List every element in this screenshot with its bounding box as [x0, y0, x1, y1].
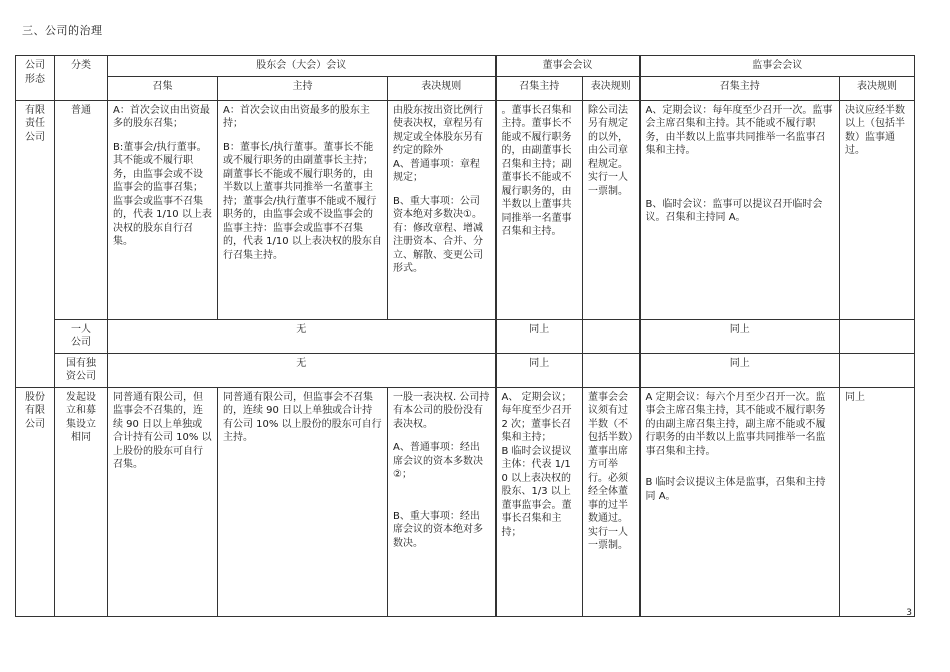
header-voting-rule: 表决规则 — [388, 76, 496, 100]
cell-single-category: 一人 公司 — [55, 319, 108, 353]
cell-llc-sh-preside: A：首次会议由出资最多的股东主持； B：董事长/执行董事。董事长不能或不履行职务的由副董事长主持；副董事长不能或不履行职务的，由半数以上董事共同推举一名董事主持；董事会/执行董事不能或不履行职务的，由监事会或不设监事会的监事主持：监事会或监事不召集的，代表 1/10 以上表决权的股东自行召集主持。 — [218, 100, 388, 319]
header-board-voting-rule: 表决规则 — [583, 76, 640, 100]
cell-llc-sh-convene: A：首次会议由出资最多的股东召集； B:董事会/执行董事。其不能或不履行职务，由监事会或不设监事会的监事召集；监事会或监事不召集的，代表 1/10 以上表决权的股东自行召集。 — [108, 100, 218, 319]
header-supervisor-meeting: 监事会会议 — [640, 56, 915, 77]
governance-table — [15, 55, 915, 617]
row-jsc — [16, 387, 915, 616]
header-board-meeting: 董事会会议 — [496, 56, 640, 77]
cell-llc-form: 有限 责任 公司 — [16, 100, 55, 387]
header-category: 分类 — [55, 56, 108, 101]
cell-llc-board-convene: 。董事长召集和主持。董事长不能或不履行职务的，由副董事长召集和主持；副董事长不能或不履行职务的，由半数以上董事共同推举一名董事召集和主持。 — [496, 100, 583, 319]
header-row-2 — [16, 76, 915, 100]
cell-single-board: 同上 — [496, 319, 583, 353]
cell-state-supervisor: 同上 — [640, 353, 840, 387]
header-row-1 — [16, 56, 915, 77]
cell-state-category: 国有独 资公司 — [55, 353, 108, 387]
header-sup-voting-rule: 表决规则 — [840, 76, 915, 100]
cell-jsc-sh-preside: 同普通有限公司，但监事会不召集的，连续 90 日以上单独或合计持有公司 10% 以上股份的股东可自行主持。 — [218, 387, 388, 616]
page-number: 3 — [906, 608, 912, 618]
cell-jsc-sh-voting: 一股一表决权. 公司持有本公司的股份没有表决权。 A、普通事项：经出席会议的资本多数决②； B、重大事项：经出席会议的资本绝对多数决。 — [388, 387, 496, 616]
cell-state-shareholder: 无 — [108, 353, 496, 387]
header-preside: 主持 — [218, 76, 388, 100]
cell-single-supervisor: 同上 — [640, 319, 840, 353]
header-company-form: 公司 形态 — [16, 56, 55, 101]
page-heading: 三、公司的治理 — [22, 24, 103, 37]
cell-llc-sh-voting: 由股东按出资比例行使表决权，章程另有规定或全体股东另有约定的除外 A、普通事项：章程规定； B、重大事项：公司资本绝对多数决①。有：修改章程、增减注册资本、合并、分立、解散、变更公司形式。 — [388, 100, 496, 319]
cell-llc-sup-convene: A、定期会议：每年度至少召开一次。监事会主席召集和主持。其不能或不履行职务，由半数以上监事共同推举一名监事召集和主持。 B、临时会议：监事可以提议召开临时会议。召集和主持同 A。 — [640, 100, 840, 319]
cell-jsc-sh-convene: 同普通有限公司，但监事会不召集的，连续 90 日以上单独或合计持有公司 10% 以上股份的股东可自行召集。 — [108, 387, 218, 616]
header-sup-convene-preside: 召集主持 — [640, 76, 840, 100]
cell-jsc-board-convene: A、 定期会议；每年度至少召开 2 次；董事长召集和主持； B 临时会议提议主体：代表 1/10 以上表决权的股东、1/3 以上董事监事会。董事长召集和主持； — [496, 387, 583, 616]
cell-jsc-sup-convene: A 定期会议：每六个月至少召开一次。监事会主席召集主持，其不能或不履行职务的由副主席召集主持，副主席不能或不履行职务的由半数以上监事共同推举一名监事召集和主持。 B 临时会议提议主体是监事，召集和主持同 A。 — [640, 387, 840, 616]
cell-jsc-form: 股份 有限 公司 — [16, 387, 55, 616]
cell-state-board: 同上 — [496, 353, 583, 387]
cell-jsc-sup-voting: 同上 — [840, 387, 915, 616]
row-llc-state — [16, 353, 915, 387]
row-llc-regular — [16, 100, 915, 319]
header-shareholder-meeting: 股东会（大会）会议 — [108, 56, 496, 77]
cell-state-board-empty — [583, 353, 640, 387]
cell-llc-board-voting: 除公司法另有规定的以外，由公司章程规定。实行一人一票制。 — [583, 100, 640, 319]
cell-single-board-empty — [583, 319, 640, 353]
header-convene: 召集 — [108, 76, 218, 100]
cell-llc-regular-category: 普通 — [55, 100, 108, 319]
cell-llc-sup-voting: 决议应经半数以上（包括半数）监事通过。 — [840, 100, 915, 319]
cell-single-sup-empty — [840, 319, 915, 353]
cell-state-sup-empty — [840, 353, 915, 387]
row-llc-single — [16, 319, 915, 353]
cell-jsc-board-voting: 董事会会议须有过半数（不包括半数）董事出席方可举行。必须经全体董事的过半数通过。实行一人一票制。 — [583, 387, 640, 616]
header-board-convene-preside: 召集主持 — [496, 76, 583, 100]
cell-jsc-category: 发起设 立和募 集设立 相同 — [55, 387, 108, 616]
cell-single-shareholder: 无 — [108, 319, 496, 353]
